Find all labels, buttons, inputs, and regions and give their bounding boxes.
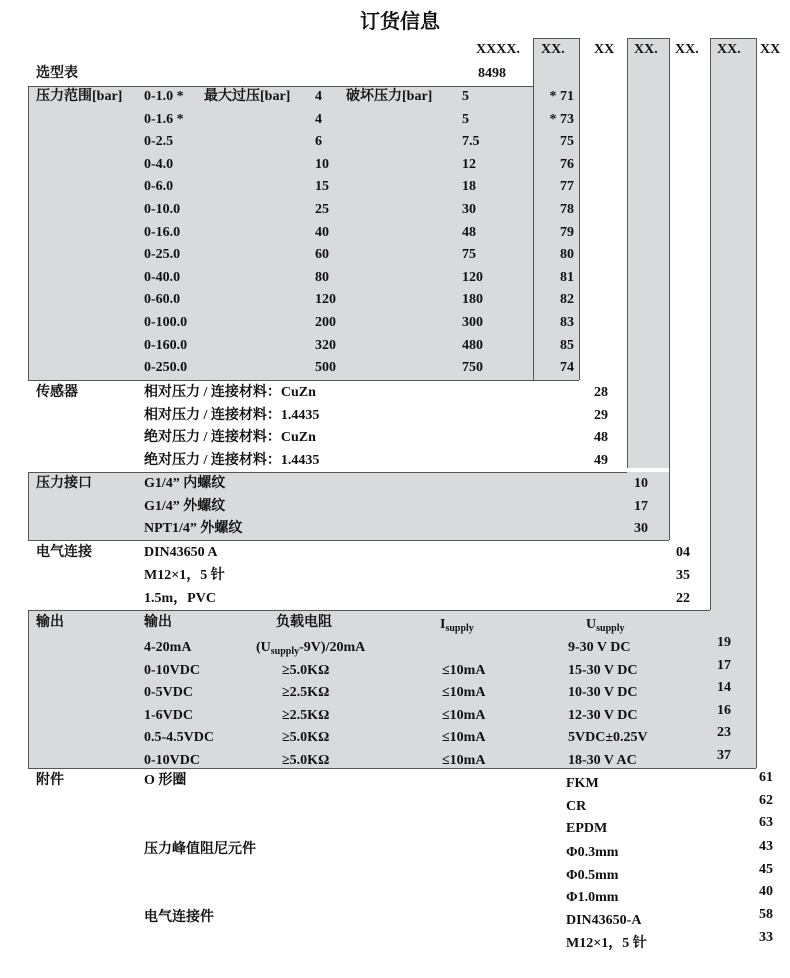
pressure-section-box — [28, 86, 533, 380]
electrical-option: DIN43650 A — [144, 545, 218, 560]
accessory-group-name: O 形圈 — [144, 773, 187, 788]
pressure-range: 0-16.0 — [144, 224, 181, 240]
max-overpressure-value: 15 — [315, 179, 329, 195]
max-overpressure-value: 6 — [315, 134, 322, 150]
output-col-isupply: $I_{supply}$ — [440, 617, 474, 634]
burst-pressure-label: 破坏压力[bar] — [346, 89, 433, 104]
sensor-label: 传感器 — [36, 385, 78, 400]
sensor-option: 相对压力 / 连接材料：1.4435 — [144, 407, 320, 423]
max-overpressure-value: 40 — [315, 224, 329, 240]
sensor-option: 绝对压力 / 连接材料：1.4435 — [144, 452, 320, 468]
accessory-option: Φ0.3mm — [566, 845, 619, 860]
divider — [28, 86, 533, 87]
load-resistance: ≥5.0KΩ — [282, 662, 330, 678]
burst-pressure-value: 480 — [462, 337, 483, 353]
supply-voltage: 10-30 V DC — [568, 685, 638, 701]
pressure-range: 0-10.0 — [144, 202, 181, 217]
load-resistance: ≥5.0KΩ — [282, 730, 330, 746]
divider — [710, 38, 711, 610]
page-title: 订货信息 — [360, 11, 440, 33]
electrical-option: M12×1，5 针 — [144, 568, 225, 583]
pressure-range: 0-6.0 — [144, 179, 174, 195]
pressure-range: 0-40.0 — [144, 269, 181, 285]
output-code: 16 — [717, 702, 731, 718]
supply-voltage: 5VDC±0.25V — [568, 730, 648, 746]
electrical-code: 22 — [676, 591, 690, 606]
load-resistance: ≥2.5KΩ — [282, 707, 330, 723]
sensor-code: 28 — [594, 385, 608, 400]
header-base: XXXX. — [476, 42, 520, 57]
pressure-range: 0-60.0 — [144, 292, 181, 308]
max-overpressure-value: 10 — [315, 156, 329, 172]
supply-voltage: 9-30 V DC — [568, 640, 631, 655]
max-overpressure-value: 4 — [315, 89, 322, 104]
divider — [28, 610, 29, 768]
accessory-group-name: 电气连接件 — [144, 910, 214, 925]
supply-voltage: 15-30 V DC — [568, 662, 638, 678]
max-overpressure-value: 120 — [315, 292, 336, 308]
electrical-code: 04 — [676, 545, 690, 560]
pressure-code: 77 — [560, 179, 574, 195]
load-resistance: ≥2.5KΩ — [282, 685, 330, 701]
sensor-option: 相对压力 / 连接材料：CuZn — [144, 385, 316, 400]
accessory-option: Φ1.0mm — [566, 890, 619, 906]
pressure-range: 0-1.0 * — [144, 89, 184, 104]
pressure-code: 79 — [560, 224, 574, 240]
max-overpressure-value: 500 — [315, 360, 336, 376]
port-option: NPT1/4” 外螺纹 — [144, 521, 243, 536]
burst-pressure-value: 75 — [462, 247, 476, 263]
supply-current: ≤10mA — [442, 662, 486, 678]
divider — [28, 472, 627, 473]
accessory-option: EPDM — [566, 821, 608, 837]
pressure-code: 75 — [560, 134, 574, 150]
pressure-label: 压力范围[bar] — [36, 89, 123, 104]
pressure-range: 0-25.0 — [144, 247, 181, 263]
base-code: 8498 — [478, 66, 506, 81]
pressure-range: 0-250.0 — [144, 360, 188, 376]
divider — [28, 472, 29, 540]
divider — [710, 38, 756, 39]
burst-pressure-value: 120 — [462, 269, 483, 285]
supply-current: ≤10mA — [442, 707, 486, 723]
output-code: 14 — [717, 680, 731, 696]
output-code: 23 — [717, 725, 731, 741]
pressure-range: 0-160.0 — [144, 337, 188, 353]
port-label: 压力接口 — [36, 476, 92, 491]
supply-current: ≤10mA — [442, 753, 486, 768]
port-code: 17 — [634, 498, 648, 514]
max-overpressure-value: 320 — [315, 337, 336, 353]
burst-pressure-value: 5 — [462, 89, 469, 104]
sensor-code: 29 — [594, 407, 608, 423]
max-overpressure-value: 60 — [315, 247, 329, 263]
pressure-code: 82 — [560, 292, 574, 308]
accessory-option: CR — [566, 798, 587, 814]
accessory-code: 40 — [759, 884, 773, 900]
load-resistance: ≥5.0KΩ — [282, 753, 330, 768]
burst-pressure-value: 12 — [462, 156, 476, 172]
burst-pressure-value: 5 — [462, 111, 469, 127]
pressure-range: 0-4.0 — [144, 156, 174, 172]
pressure-code: * 73 — [549, 111, 574, 127]
pressure-code: 85 — [560, 337, 574, 353]
electrical-code: 35 — [676, 568, 690, 583]
output-signal: 0.5-4.5VDC — [144, 730, 214, 746]
supply-current: ≤10mA — [442, 730, 486, 746]
max-overpressure-value: 80 — [315, 269, 329, 285]
pressure-code: 76 — [560, 156, 574, 172]
divider — [28, 768, 756, 769]
max-overpressure-label: 最大过压[bar] — [204, 89, 291, 104]
output-label: 输出 — [36, 615, 64, 630]
divider — [533, 38, 534, 380]
max-overpressure-value: 25 — [315, 202, 329, 217]
pressure-range: 0-1.6 * — [144, 111, 184, 127]
divider — [28, 380, 579, 381]
output-signal: 0-5VDC — [144, 685, 193, 701]
header-accessory: XX — [760, 42, 781, 57]
burst-pressure-value: 48 — [462, 224, 476, 240]
accessory-option: FKM — [566, 776, 599, 791]
accessory-option: Φ0.5mm — [566, 867, 619, 883]
output-col-output: 输出 — [144, 615, 172, 630]
pressure-range: 0-100.0 — [144, 315, 188, 330]
header-electrical: XX. — [675, 42, 699, 57]
accessory-option: M12×1，5 针 — [566, 935, 647, 951]
burst-pressure-value: 30 — [462, 202, 476, 217]
accessory-code: 63 — [759, 815, 773, 831]
accessories-label: 附件 — [36, 773, 64, 788]
burst-pressure-value: 750 — [462, 360, 483, 376]
accessory-group-name: 压力峰值阻尼元件 — [144, 842, 256, 857]
supply-voltage: 12-30 V DC — [568, 707, 638, 723]
max-overpressure-value: 200 — [315, 315, 336, 330]
output-code: 19 — [717, 635, 731, 650]
electrical-option: 1.5m，PVC — [144, 591, 216, 606]
accessory-code: 58 — [759, 907, 773, 922]
divider — [756, 38, 757, 768]
divider — [627, 38, 628, 468]
pressure-code: * 71 — [549, 89, 574, 104]
divider — [669, 38, 670, 540]
burst-pressure-value: 7.5 — [462, 134, 480, 150]
electrical-label: 电气连接 — [36, 545, 92, 560]
accessory-option: DIN43650-A — [566, 913, 642, 928]
header-port: XX. — [634, 42, 658, 57]
pressure-code: 74 — [560, 360, 574, 376]
sensor-option: 绝对压力 / 连接材料：CuZn — [144, 430, 316, 445]
divider — [28, 610, 710, 611]
output-signal: 0-10VDC — [144, 662, 200, 678]
divider — [579, 38, 580, 380]
supply-current: ≤10mA — [442, 685, 486, 701]
max-overpressure-value: 4 — [315, 111, 322, 127]
pressure-range: 0-2.5 — [144, 134, 174, 150]
output-code: 17 — [717, 657, 731, 673]
divider — [28, 86, 29, 380]
output-signal: 4-20mA — [144, 640, 192, 655]
output-signal: 0-10VDC — [144, 753, 200, 768]
burst-pressure-value: 18 — [462, 179, 476, 195]
pressure-code: 78 — [560, 202, 574, 217]
port-option: G1/4” 外螺纹 — [144, 498, 226, 514]
load-resistance: $(U_{supply}-9V)/20mA$ — [256, 640, 366, 657]
accessory-code: 33 — [759, 929, 773, 945]
output-code: 37 — [717, 748, 731, 763]
pressure-code: 81 — [560, 269, 574, 285]
port-code: 10 — [634, 476, 648, 491]
selection-label: 选型表 — [36, 66, 78, 81]
code-column-3 — [627, 38, 669, 468]
accessory-code: 43 — [759, 839, 773, 854]
header-sensor: XX — [594, 42, 615, 57]
divider — [28, 540, 669, 541]
burst-pressure-value: 300 — [462, 315, 483, 330]
burst-pressure-value: 180 — [462, 292, 483, 308]
accessory-code: 61 — [759, 770, 773, 785]
port-option: G1/4” 内螺纹 — [144, 476, 226, 491]
supply-voltage: 18-30 V AC — [568, 753, 637, 768]
accessory-code: 45 — [759, 861, 773, 877]
pressure-code: 80 — [560, 247, 574, 263]
divider — [533, 38, 579, 39]
port-section-box — [28, 472, 669, 540]
header-output: XX. — [717, 42, 741, 57]
sensor-code: 48 — [594, 430, 608, 445]
output-signal: 1-6VDC — [144, 707, 193, 723]
divider — [627, 38, 669, 39]
sensor-code: 49 — [594, 452, 608, 468]
accessory-code: 62 — [759, 792, 773, 808]
header-pressure: XX. — [541, 42, 565, 57]
output-col-usupply: $U_{supply}$ — [586, 617, 625, 634]
output-col-load: 负载电阻 — [276, 615, 332, 630]
pressure-code: 83 — [560, 315, 574, 330]
port-code: 30 — [634, 521, 648, 536]
